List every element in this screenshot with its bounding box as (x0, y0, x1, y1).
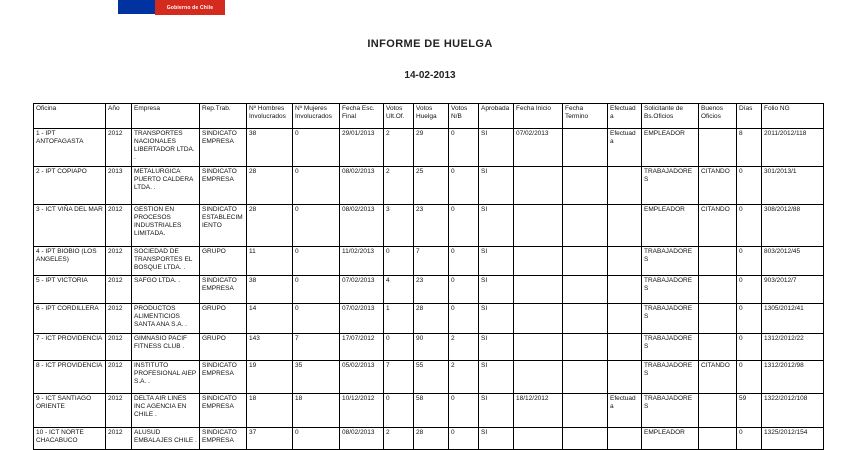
table-cell: 37 (247, 428, 293, 450)
table-cell: 0 (449, 394, 479, 428)
table-cell (608, 428, 642, 450)
table-cell: 1 - IPT ANTOFAGASTA (34, 129, 106, 167)
table-cell: 0 (449, 205, 479, 247)
table-cell: PRODUCTOS ALIMENTICIOS SANTA ANA S.A. . (132, 304, 200, 334)
column-header: Aprobada (479, 104, 514, 129)
table-cell: 2 - IPT COPIAPO (34, 167, 106, 205)
table-cell: 08/02/2013 (340, 167, 384, 205)
table-cell: 143 (247, 334, 293, 361)
page-title: INFORME DE HUELGA (367, 38, 493, 50)
table-cell: SI (479, 205, 514, 247)
table-cell: 0 (449, 304, 479, 334)
table-cell: 0 (737, 361, 762, 394)
table-cell (514, 247, 563, 276)
table-cell: ALUSUD EMBALAJES CHILE . (132, 428, 200, 450)
table-cell: SINDICATO EMPRESA (200, 394, 247, 428)
column-header: Nº Hombres Involucrados (247, 104, 293, 129)
table-cell: 0 (737, 428, 762, 450)
table-cell: 0 (737, 276, 762, 304)
column-header: Empresa (132, 104, 200, 129)
table-cell: SINDICATO EMPRESA (200, 428, 247, 450)
table-cell: 2 (449, 361, 479, 394)
table-cell: 2012 (106, 205, 132, 247)
table-cell: 0 (293, 276, 340, 304)
table-cell (563, 361, 608, 394)
table-cell (563, 304, 608, 334)
table-cell: 1325/2012/154 (762, 428, 824, 450)
table-cell: 7 - ICT PROVIDENCIA (34, 334, 106, 361)
huelga-table (33, 103, 824, 450)
table-cell: 8 (737, 129, 762, 167)
table-cell: GRUPO (200, 304, 247, 334)
column-header: Rep.Trab. (200, 104, 247, 129)
table-cell: 18/12/2012 (514, 394, 563, 428)
table-cell: 2 (384, 167, 414, 205)
table-cell: CITANDO (699, 205, 737, 247)
column-header: Votos N/B (449, 104, 479, 129)
table-cell: 3 (384, 205, 414, 247)
table-cell: 5 - IPT VICTORIA (34, 276, 106, 304)
table-row (34, 304, 824, 334)
table-cell (563, 205, 608, 247)
table-cell: 6 - IPT CORDILLERA (34, 304, 106, 334)
table-row (34, 167, 824, 205)
table-cell: 2 (384, 129, 414, 167)
table-cell: 9 - ICT SANTIAGO ORIENTE (34, 394, 106, 428)
table-cell: 1312/2012/98 (762, 361, 824, 394)
table-row (34, 129, 824, 167)
table-cell: TRABAJADORES (642, 167, 699, 205)
table-cell: INSTITUTO PROFESIONAL AIEP S.A. . (132, 361, 200, 394)
table-cell: 0 (293, 205, 340, 247)
table-cell: SI (479, 129, 514, 167)
table-header (34, 104, 824, 129)
table-cell (514, 334, 563, 361)
table-cell: 07/02/2013 (340, 304, 384, 334)
table-cell: 4 (384, 276, 414, 304)
table-cell: CITANDO (699, 167, 737, 205)
table-cell: 08/02/2013 (340, 205, 384, 247)
table-cell: 10 - ICT NORTE CHACABUCO (34, 428, 106, 450)
table-cell: 8 - ICT PROVIDENCIA (34, 361, 106, 394)
table-cell: 11/02/2013 (340, 247, 384, 276)
table-cell: SINDICATO EMPRESA (200, 129, 247, 167)
column-header: Fecha Termino (563, 104, 608, 129)
column-header: Nº Mujeres Involucrados (293, 104, 340, 129)
table-cell: 10/12/2012 (340, 394, 384, 428)
table-cell (699, 394, 737, 428)
table-cell: 0 (293, 129, 340, 167)
table-cell: 308/2012/88 (762, 205, 824, 247)
table-cell: GRUPO (200, 334, 247, 361)
table-cell: 0 (293, 167, 340, 205)
gobierno-de-chile-logo (118, 0, 225, 15)
table-cell: GESTION EN PROCESOS INDUSTRIALES LIMITADA. (132, 205, 200, 247)
table-cell: 2012 (106, 276, 132, 304)
table-cell: SI (479, 361, 514, 394)
table-cell: 0 (293, 428, 340, 450)
table-cell: 0 (737, 205, 762, 247)
table-cell (608, 276, 642, 304)
table-cell: DELTA AIR LINES INC AGENCIA EN CHILE . (132, 394, 200, 428)
table-cell: 08/02/2013 (340, 428, 384, 450)
table-cell: GRUPO (200, 247, 247, 276)
table-cell: 0 (293, 247, 340, 276)
table-cell: 35 (293, 361, 340, 394)
table-row (34, 247, 824, 276)
table-row (34, 428, 824, 450)
table-cell (514, 205, 563, 247)
table-cell: 11 (247, 247, 293, 276)
table-cell (563, 394, 608, 428)
table-cell: SINDICATO EMPRESA (200, 276, 247, 304)
column-header: Días (737, 104, 762, 129)
table-cell: 2012 (106, 394, 132, 428)
table-cell: 28 (247, 205, 293, 247)
column-header: Solicitante de Bs.Oficios (642, 104, 699, 129)
table-cell (699, 247, 737, 276)
table-cell (563, 167, 608, 205)
table-cell: 0 (449, 129, 479, 167)
table-cell (699, 129, 737, 167)
table-cell: 2 (384, 428, 414, 450)
table-cell: Efectuada (608, 394, 642, 428)
table-row (34, 394, 824, 428)
table-cell: SAFGO LTDA. . (132, 276, 200, 304)
table-cell (563, 334, 608, 361)
table-cell: TRABAJADORES (642, 334, 699, 361)
table-cell: 7 (414, 247, 449, 276)
column-header: Efectuada (608, 104, 642, 129)
table-cell: 3 - ICT VIÑA DEL MAR (34, 205, 106, 247)
table-header-row (34, 104, 824, 129)
table-row (34, 334, 824, 361)
table-cell: 29 (414, 129, 449, 167)
column-header: Año (106, 104, 132, 129)
table-cell: 4 - IPT BIOBIO (LOS ANGELES) (34, 247, 106, 276)
table-cell: 14 (247, 304, 293, 334)
table-cell: 2012 (106, 304, 132, 334)
table-cell: SI (479, 276, 514, 304)
table-cell: 2 (449, 334, 479, 361)
column-header: Buenos Oficios (699, 104, 737, 129)
table-cell: 803/2012/45 (762, 247, 824, 276)
column-header: Votos Huelga (414, 104, 449, 129)
table-cell: 0 (449, 167, 479, 205)
table-cell: 90 (414, 334, 449, 361)
table-cell: 0 (449, 428, 479, 450)
table-cell (699, 304, 737, 334)
table-cell: TRABAJADORES (642, 394, 699, 428)
table-cell: 23 (414, 276, 449, 304)
column-header: Fecha Inicio (514, 104, 563, 129)
table-cell: 0 (384, 247, 414, 276)
table-row (34, 361, 824, 394)
table-cell: 0 (384, 334, 414, 361)
table-cell (514, 276, 563, 304)
report-date: 14-02-2013 (404, 70, 456, 81)
table-cell: GIMNASIO PACIF FITNESS CLUB . (132, 334, 200, 361)
table-row (34, 276, 824, 304)
table-cell: 38 (247, 276, 293, 304)
table-cell: EMPLEADOR (642, 428, 699, 450)
table-cell (608, 247, 642, 276)
column-header: Fecha Esc. Final (340, 104, 384, 129)
table-body (34, 129, 824, 450)
table-cell: TRABAJADORES (642, 247, 699, 276)
table-cell: 07/02/2013 (340, 276, 384, 304)
table-cell: Efectuada (608, 129, 642, 167)
table-cell: 05/02/2013 (340, 361, 384, 394)
table-cell: 2011/2012/118 (762, 129, 824, 167)
table-cell: 0 (293, 304, 340, 334)
table-cell: 0 (737, 304, 762, 334)
logo-flag-blue (118, 0, 155, 14)
table-cell: SINDICATO EMPRESA (200, 167, 247, 205)
table-cell: 28 (414, 304, 449, 334)
table-cell: SI (479, 304, 514, 334)
table-cell (608, 361, 642, 394)
table-cell: SI (479, 167, 514, 205)
table-cell (563, 129, 608, 167)
table-cell: 301/2013/1 (762, 167, 824, 205)
table-cell: SI (479, 334, 514, 361)
table-cell: 2012 (106, 334, 132, 361)
column-header: Votos Ult.Of. (384, 104, 414, 129)
table-cell: METALURGICA PUERTO CALDERA LTDA. . (132, 167, 200, 205)
table-cell: 38 (247, 129, 293, 167)
table-cell: 07/02/2013 (514, 129, 563, 167)
table-cell: 1305/2012/41 (762, 304, 824, 334)
table-cell: SINDICATO EMPRESA (200, 361, 247, 394)
table-cell: SOCIEDAD DE TRANSPORTES EL BOSQUE LTDA. . (132, 247, 200, 276)
table-cell (608, 167, 642, 205)
table-cell: 2012 (106, 247, 132, 276)
table-cell: 1322/2012/108 (762, 394, 824, 428)
table-cell: 0 (384, 394, 414, 428)
table-cell: 19 (247, 361, 293, 394)
table-cell: SINDICATO ESTABLECIMIENTO (200, 205, 247, 247)
table-cell: 2012 (106, 129, 132, 167)
table-cell: 1 (384, 304, 414, 334)
table-cell: 2013 (106, 167, 132, 205)
logo-text: Gobierno de Chile (155, 0, 225, 15)
table-cell: 903/2012/7 (762, 276, 824, 304)
table-cell: 23 (414, 205, 449, 247)
table-cell: 28 (414, 428, 449, 450)
table-cell (514, 167, 563, 205)
table-cell: 0 (737, 334, 762, 361)
table-cell: 18 (247, 394, 293, 428)
table-cell: 2012 (106, 428, 132, 450)
table-cell: 0 (449, 276, 479, 304)
table-cell: 0 (737, 167, 762, 205)
table-cell: EMPLEADOR (642, 205, 699, 247)
table-cell (514, 428, 563, 450)
table-cell (699, 276, 737, 304)
table-cell: EMPLEADOR (642, 129, 699, 167)
table-cell: 2012 (106, 361, 132, 394)
column-header: Folio NG (762, 104, 824, 129)
table-cell: 25 (414, 167, 449, 205)
table-cell (699, 334, 737, 361)
table-cell: SI (479, 394, 514, 428)
table-cell (608, 205, 642, 247)
table-cell: TRABAJADORES (642, 304, 699, 334)
table-cell (514, 304, 563, 334)
table-cell: 58 (414, 394, 449, 428)
table-cell: 0 (449, 247, 479, 276)
table-cell: TRABAJADORES (642, 361, 699, 394)
table-cell: 29/01/2013 (340, 129, 384, 167)
table-cell (608, 334, 642, 361)
table-cell (699, 428, 737, 450)
table-cell (563, 247, 608, 276)
table-cell: 0 (737, 247, 762, 276)
table-cell (608, 304, 642, 334)
table-cell: 7 (384, 361, 414, 394)
table-cell (514, 361, 563, 394)
column-header: Oficina (34, 104, 106, 129)
table-cell: 59 (737, 394, 762, 428)
table-cell: 1312/2012/22 (762, 334, 824, 361)
table-cell: SI (479, 428, 514, 450)
table-cell: 28 (247, 167, 293, 205)
table-cell: CITANDO (699, 361, 737, 394)
table-cell: SI (479, 247, 514, 276)
table-cell (563, 276, 608, 304)
table-cell: 55 (414, 361, 449, 394)
table-cell: TRANSPORTES NACIONALES LIBERTADOR LTDA. . (132, 129, 200, 167)
table-row (34, 205, 824, 247)
table-cell: 17/07/2012 (340, 334, 384, 361)
table-cell (563, 428, 608, 450)
table-cell: TRABAJADORES (642, 276, 699, 304)
table-cell: 7 (293, 334, 340, 361)
table-cell: 18 (293, 394, 340, 428)
